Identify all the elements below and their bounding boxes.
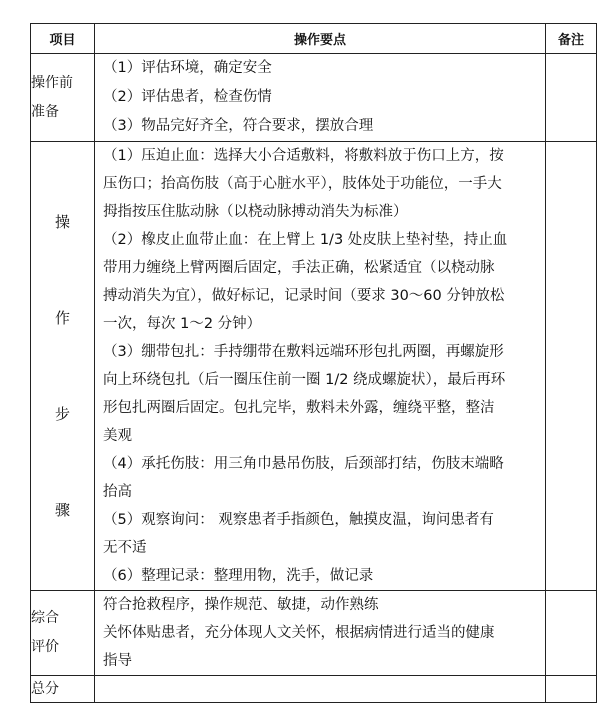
step-line: （1）压迫止血：选择大小合适敷料，将敷料放于伤口上方，按 [103, 148, 504, 164]
evaluation-remark-cell [546, 591, 597, 676]
prep-line: （3）物品完好齐全，符合要求，摆放合理 [103, 118, 374, 134]
prep-label [31, 54, 95, 142]
header-points: 操作要点 [95, 24, 546, 54]
prep-line: （2）评估患者，检查伤情 [103, 89, 272, 105]
header-row [31, 24, 597, 54]
header-remark: 备注 [546, 24, 597, 54]
evaluation-line: 符合抢救程序，操作规范、敏捷，动作熟练 [103, 597, 379, 613]
step-line: 抬高 [103, 484, 132, 500]
evaluation-label-line2: 评价 [31, 639, 59, 655]
steps-label [31, 142, 95, 591]
total-row [31, 676, 597, 703]
steps-label-char: 操 [54, 213, 70, 231]
steps-content [95, 142, 546, 591]
steps-row [31, 142, 597, 591]
step-line: （3）绷带包扎：手持绷带在敷料远端环形包扎两圈，再螺旋形 [103, 344, 504, 360]
total-value-cell [95, 676, 546, 703]
evaluation-line: 指导 [103, 653, 132, 669]
header-item: 项目 [31, 24, 95, 54]
step-line: （2）橡皮止血带止血：在上臂上 1/3 处皮肤上垫衬垫，持止血 [103, 232, 508, 248]
prep-label-line2: 准备 [31, 103, 59, 120]
steps-remark-cell [546, 142, 597, 591]
step-line: （5）观察询问： 观察患者手指颜色，触摸皮温，询问患者有 [103, 512, 494, 528]
evaluation-row [31, 591, 597, 676]
steps-label-char: 作 [54, 309, 70, 327]
step-line: 向上环绕包扎（后一圈压住前一圈 1/2 绕成螺旋状），最后再环 [103, 372, 506, 388]
evaluation-line: 关怀体贴患者，充分体现人文关怀，根据病情进行适当的健康 [103, 625, 495, 641]
prep-label-line1: 操作前 [31, 74, 73, 91]
evaluation-label [31, 591, 95, 676]
prep-line: （1）评估环境，确定安全 [103, 60, 272, 76]
step-line: 带用力缠绕上臂两圈后固定，手法正确，松紧适宜（以桡动脉 [103, 260, 495, 276]
step-line: 一次，每次 1～2 分钟） [103, 316, 262, 332]
steps-label-char: 步 [54, 405, 70, 423]
total-label: 总分 [31, 676, 95, 703]
evaluation-content [95, 591, 546, 676]
step-line: 无不适 [103, 540, 147, 556]
prep-remark-cell [546, 54, 597, 142]
operation-table [30, 23, 597, 703]
step-line: 形包扎两圈后固定。包扎完毕，敷料未外露，缠绕平整，整洁 [103, 400, 495, 416]
total-remark-cell [546, 676, 597, 703]
step-line: 拇指按压住肱动脉（以桡动脉搏动消失为标准） [103, 204, 408, 220]
steps-label-char: 骤 [54, 501, 70, 519]
evaluation-label-line1: 综合 [31, 610, 59, 626]
step-line: （6）整理记录：整理用物，洗手，做记录 [103, 568, 374, 584]
step-line: 美观 [103, 428, 132, 444]
step-line: （4）承托伤肢：用三角巾悬吊伤肢，后颈部打结，伤肢末端略 [103, 456, 504, 472]
step-line: 搏动消失为宜），做好标记，记录时间（要求 30～60 分钟放松 [103, 288, 505, 304]
prep-content [95, 54, 546, 142]
prep-row [31, 54, 597, 142]
step-line: 压伤口；抬高伤肢（高于心脏水平），肢体处于功能位，一手大 [103, 176, 502, 192]
